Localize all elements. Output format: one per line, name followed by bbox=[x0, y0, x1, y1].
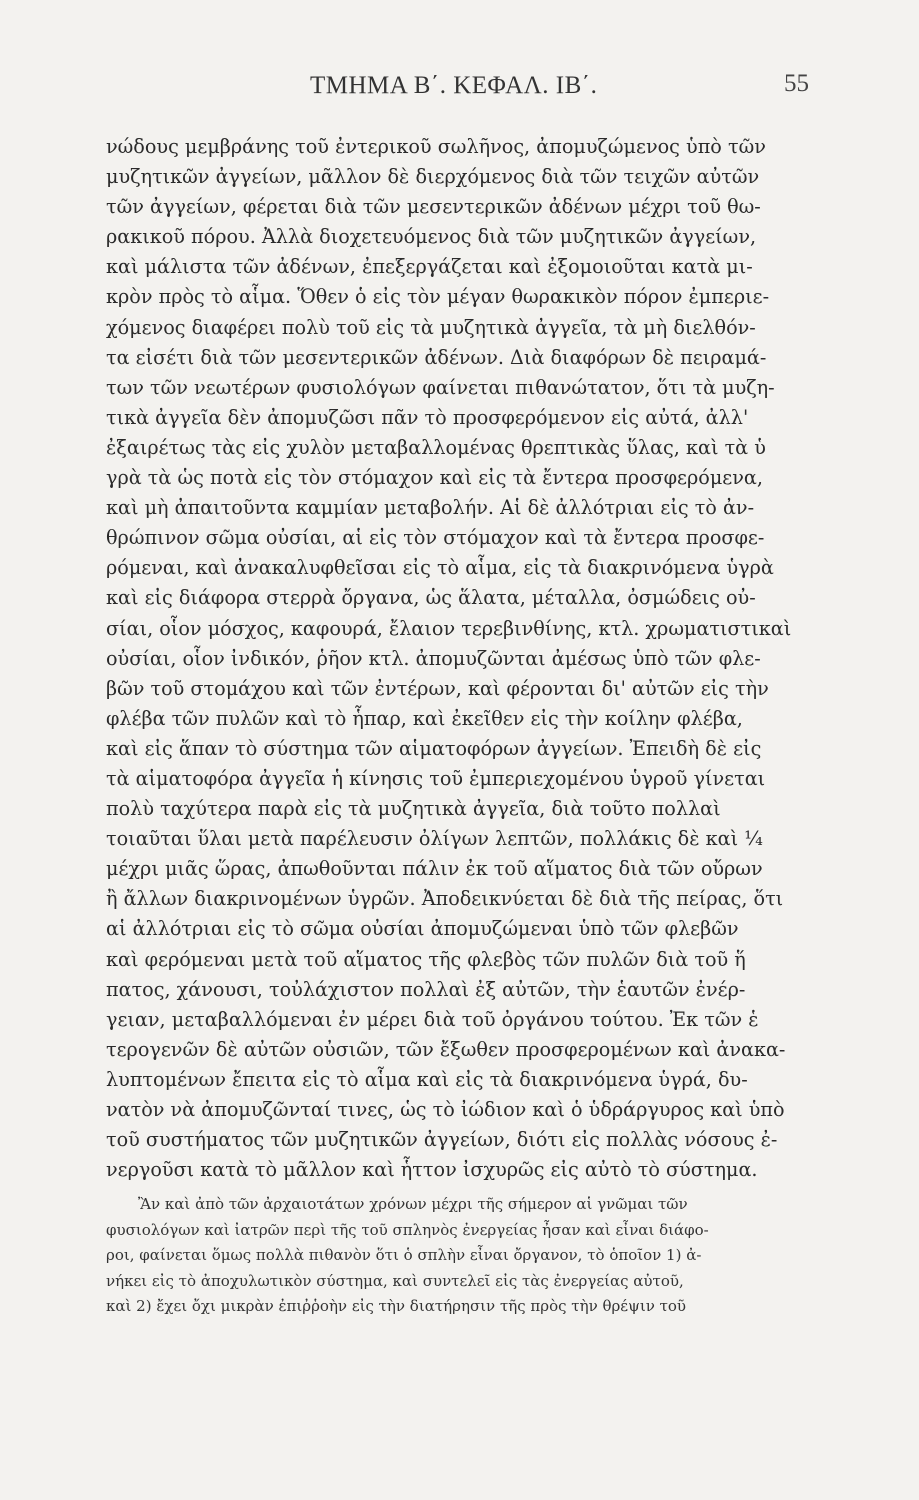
footnote-line: Ἂν καὶ ἀπὸ τῶν ἀρχαιοτάτων χρόνων μέχρι τῆς σήμερον αἱ γνῶμαι τῶν bbox=[138, 1195, 688, 1213]
text-line: χόμενος διαφέρει πολὺ τοῦ εἰς τὰ μυζητικὰ ἀγγεῖα, τὰ μὴ διελθόν- bbox=[106, 315, 756, 339]
text-line: φλέβα τῶν πυλῶν καὶ τὸ ἧπαρ, καὶ ἐκεῖθεν εἰς τὴν κοίλην φλέβα, bbox=[106, 706, 743, 730]
text-line: ρόμεναι, καὶ ἀνακαλυφθεῖσαι εἰς τὸ αἷμα, εἰς τὰ διακρινόμενα ὑγρὰ bbox=[106, 556, 774, 580]
text-line: γειαν, μεταβαλλόμεναι ἐν μέρει διὰ τοῦ ὀργάνου τούτου. Ἐκ τῶν ἑ bbox=[106, 1007, 759, 1031]
footnote-line: καὶ 2) ἔχει ὄχι μικρὰν ἐπιῤῥοὴν εἰς τὴν διατήρησιν τῆς πρὸς τὴν θρέψιν τοῦ bbox=[106, 1297, 687, 1315]
text-line: των τῶν νεωτέρων φυσιολόγων φαίνεται πιθανώτατον, ὅτι τὰ μυζη- bbox=[106, 375, 775, 399]
text-line: νώδους μεμβράνης τοῦ ἐντερικοῦ σωλῆνος, ἀπομυζώμενος ὑπὸ τῶν bbox=[106, 135, 766, 158]
footnote-line: ροι, φαίνεται ὅμως πολλὰ πιθανὸν ὅτι ὁ σπλὴν εἶναι ὄργανον, τὸ ὁποῖον 1) ἀ- bbox=[106, 1246, 702, 1264]
text-line: πολὺ ταχύτερα παρὰ εἰς τὰ μυζητικὰ ἀγγεῖα, διὰ τοῦτο πολλαὶ bbox=[106, 797, 721, 821]
text-line: τοιαῦται ὕλαι μετὰ παρέλευσιν ὀλίγων λεπτῶν, πολλάκις δὲ καὶ ¼ bbox=[106, 827, 763, 851]
text-line: οὐσίαι, οἷον ἰνδικόν, ῥῆον κτλ. ἀπομυζῶνται ἀμέσως ὑπὸ τῶν φλε- bbox=[106, 646, 761, 670]
running-head: ΤΜΗΜΑ Β΄. ΚΕΦΑΛ. ΙΒ΄. bbox=[310, 72, 598, 99]
footnote bbox=[106, 1192, 844, 1320]
text-line: καὶ εἰς διάφορα στερρὰ ὄργανα, ὡς ἅλατα, μέταλλα, ὀσμώδεις οὐ- bbox=[106, 586, 756, 610]
text-line: ἐξαιρέτως τὰς εἰς χυλὸν μεταβαλλομένας θρεπτικὰς ὕλας, καὶ τὰ ὑ bbox=[106, 435, 766, 459]
page-number: 55 bbox=[784, 70, 809, 97]
text-line: τῶν ἀγγείων, φέρεται διὰ τῶν μεσεντερικῶν ἀδένων μέχρι τοῦ θω- bbox=[106, 195, 761, 219]
main-text bbox=[106, 132, 844, 1185]
text-line: μέχρι μιᾶς ὥρας, ἀπωθοῦνται πάλιν ἐκ τοῦ αἵματος διὰ τῶν οὔρων bbox=[106, 857, 763, 881]
text-line: ρακικοῦ πόρου. Ἀλλὰ διοχετευόμενος διὰ τῶν μυζητικῶν ἀγγείων, bbox=[106, 225, 757, 249]
text-line: σίαι, οἷον μόσχος, καφουρά, ἔλαιον τερεβινθίνης, κτλ. χρωματιστικαὶ bbox=[106, 616, 792, 640]
footnote-line: νήκει εἰς τὸ ἀποχυλωτικὸν σύστημα, καὶ συντελεῖ εἰς τὰς ἐνεργείας αὐτοῦ, bbox=[106, 1271, 684, 1290]
text-line: τικὰ ἀγγεῖα δὲν ἀπομυζῶσι πᾶν τὸ προσφερόμενον εἰς αὐτά, ἀλλ' bbox=[106, 405, 749, 429]
text-line: τὰ αἱματοφόρα ἀγγεῖα ἡ κίνησις τοῦ ἐμπεριεχομένου ὑγροῦ γίνεται bbox=[106, 766, 766, 790]
text-line: νεργοῦσι κατὰ τὸ μᾶλλον καὶ ἧττον ἰσχυρῶς εἰς αὐτὸ τὸ σύστημα. bbox=[106, 1158, 758, 1182]
text-line: τερογενῶν δὲ αὐτῶν οὐσιῶν, τῶν ἔξωθεν προσφερομένων καὶ ἀνακα- bbox=[106, 1037, 786, 1061]
text-line: καὶ μάλιστα τῶν ἀδένων, ἐπεξεργάζεται καὶ ἐξομοιοῦται κατὰ μι- bbox=[106, 255, 753, 279]
text-line: πατος, χάνουσι, τοὐλάχιστον πολλαὶ ἐξ αὐτῶν, τὴν ἑαυτῶν ἐνέρ- bbox=[106, 977, 746, 1001]
text-line: γρὰ τὰ ὡς ποτὰ εἰς τὸν στόμαχον καὶ εἰς τὰ ἔντερα προσφερόμενα, bbox=[106, 466, 763, 490]
text-line: λυπτομένων ἔπειτα εἰς τὸ αἷμα καὶ εἰς τὰ διακρινόμενα ὑγρά, δυ- bbox=[106, 1067, 748, 1091]
text-line: αἱ ἀλλότριαι εἰς τὸ σῶμα οὐσίαι ἀπομυζώμεναι ὑπὸ τῶν φλεβῶν bbox=[106, 917, 739, 941]
text-line: νατὸν νὰ ἀπομυζῶνταί τινες, ὡς τὸ ἰώδιον καὶ ὁ ὑδράργυρος καὶ ὑπὸ bbox=[106, 1098, 785, 1121]
text-line: καὶ εἰς ἅπαν τὸ σύστημα τῶν αἱματοφόρων ἀγγείων. Ἐπειδὴ δὲ εἰς bbox=[106, 736, 762, 760]
text-line: καὶ φερόμεναι μετὰ τοῦ αἵματος τῆς φλεβὸς τῶν πυλῶν διὰ τοῦ ἥ bbox=[106, 947, 746, 971]
text-line: τοῦ συστήματος τῶν μυζητικῶν ἀγγείων, διότι εἰς πολλὰς νόσους ἐ- bbox=[106, 1128, 778, 1152]
text-line: μυζητικῶν ἀγγείων, μᾶλλον δὲ διερχόμενος διὰ τῶν τειχῶν αὐτῶν bbox=[106, 165, 760, 189]
page-header bbox=[0, 72, 919, 112]
footnote-line: φυσιολόγων καὶ ἰατρῶν περὶ τῆς τοῦ σπληνὸς ἐνεργείας ἦσαν καὶ εἶναι διάφο- bbox=[106, 1220, 709, 1239]
text-line: κρὸν πρὸς τὸ αἷμα. Ὅθεν ὁ εἰς τὸν μέγαν θωρακικὸν πόρον ἐμπεριε- bbox=[106, 285, 770, 309]
text-line: θρώπινον σῶμα οὐσίαι, αἱ εἰς τὸν στόμαχον καὶ τὰ ἔντερα προσφε- bbox=[106, 526, 765, 550]
text-line: καὶ μὴ ἀπαιτοῦντα καμμίαν μεταβολήν. Αἱ δὲ ἀλλότριαι εἰς τὸ ἀν- bbox=[106, 496, 755, 520]
text-line: τα εἰσέτι διὰ τῶν μεσεντερικῶν ἀδένων. Διὰ διαφόρων δὲ πειραμά- bbox=[106, 345, 767, 369]
text-line: βῶν τοῦ στομάχου καὶ τῶν ἐντέρων, καὶ φέρονται δι' αὐτῶν εἰς τὴν bbox=[106, 676, 769, 700]
text-line: ἢ ἄλλων διακρινομένων ὑγρῶν. Ἀποδεικνύεται δὲ διὰ τῆς πείρας, ὅτι bbox=[106, 887, 784, 911]
